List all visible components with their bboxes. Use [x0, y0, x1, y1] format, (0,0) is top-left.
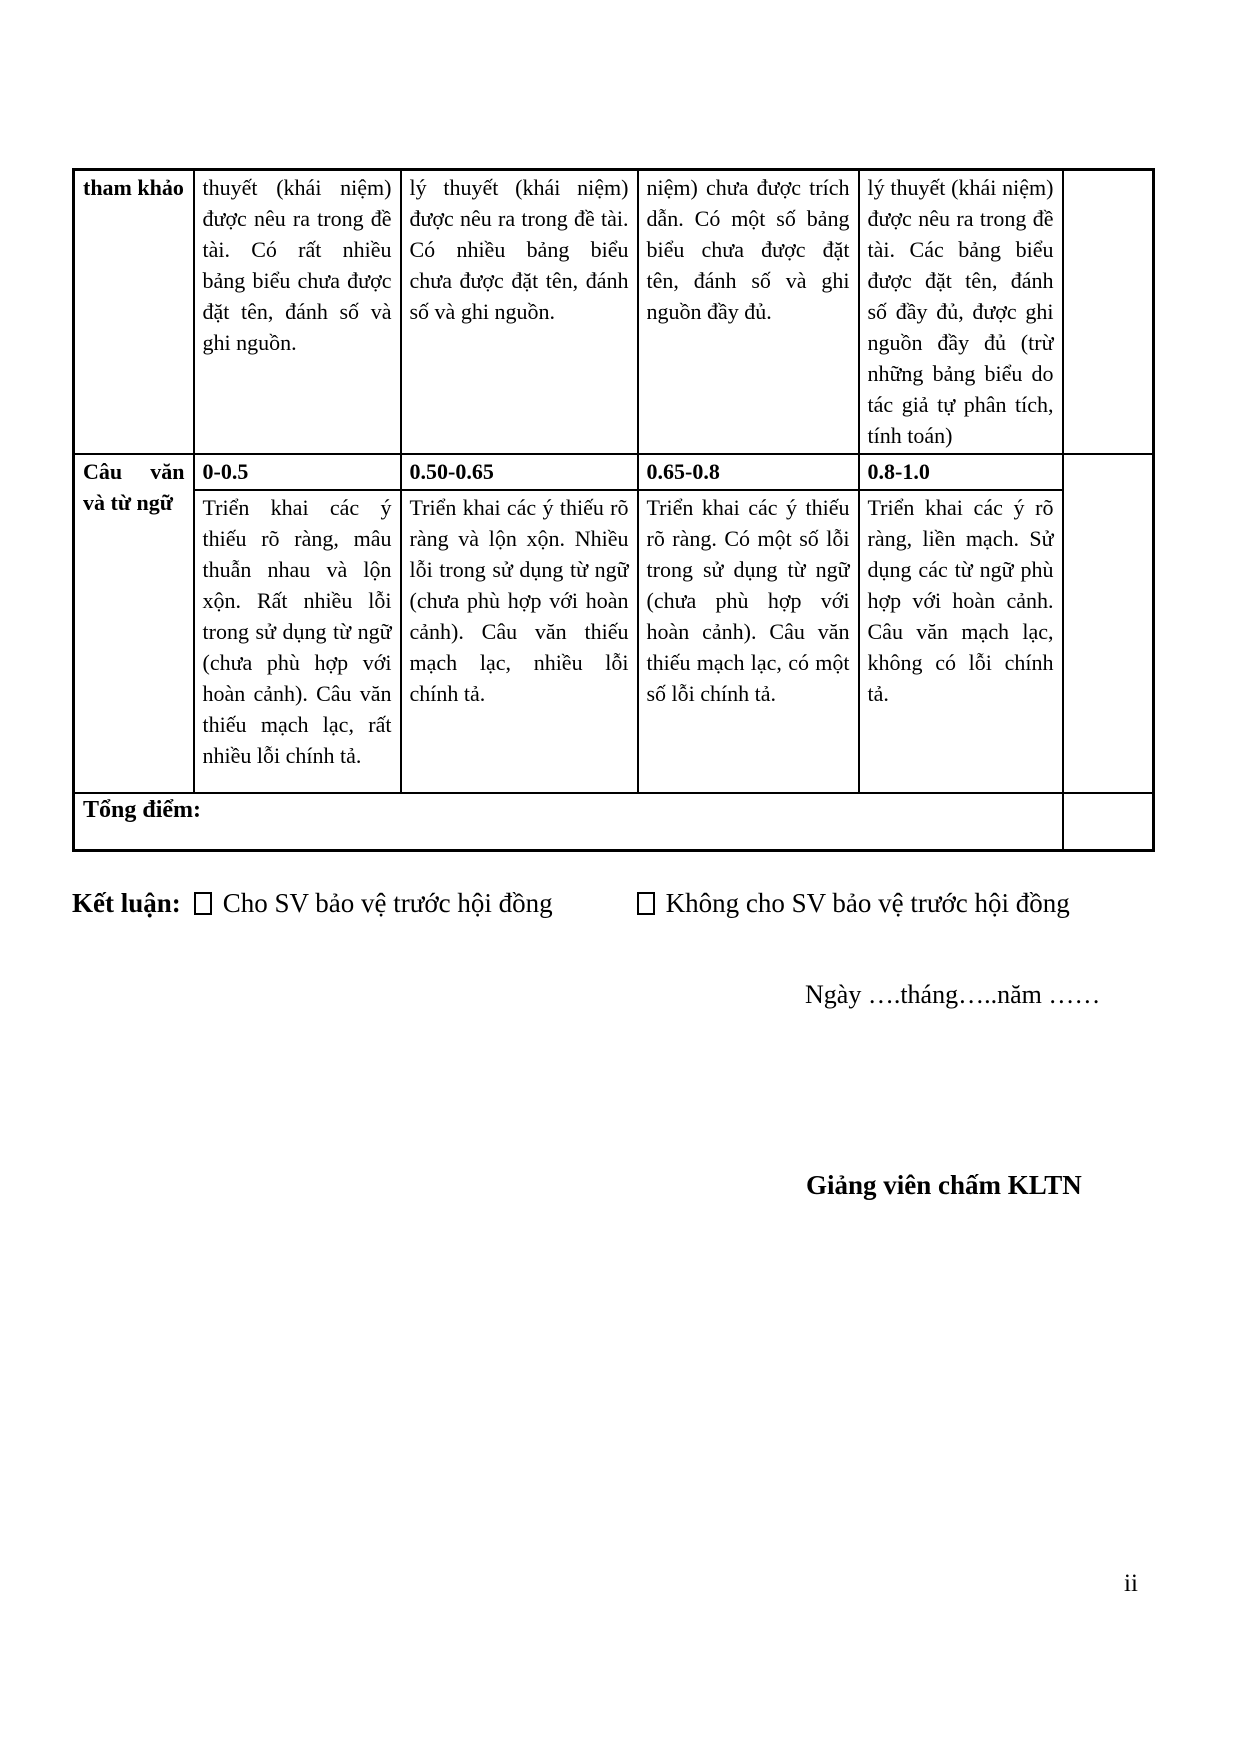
checkbox-allow-defense-icon[interactable]: [194, 892, 212, 915]
score-cell-references: [1063, 170, 1154, 455]
conclusion-label: Kết luận:: [72, 888, 181, 918]
criterion-label-sentences: Câu văn và từ ngữ: [74, 454, 194, 793]
option-allow-defense: [194, 888, 553, 918]
score-range-2: 0.50-0.65: [401, 454, 638, 490]
score-range-1: 0-0.5: [194, 454, 401, 490]
score-range-3: 0.65-0.8: [638, 454, 859, 490]
total-score-label: Tổng điểm:: [74, 793, 1063, 850]
option-deny-defense-label: Không cho SV bảo vệ trước hội đồng: [665, 888, 1070, 918]
rubric-cell-sentences-level2: Triển khai các ý thiếu rõ ràng và lộn xộn. Nhiều lỗi trong sử dụng từ ngữ (chưa phù hợp với hoàn cảnh). Câu văn thiếu mạch lạc, nhiều lỗi chính tả.: [401, 490, 638, 793]
signer-title: Giảng viên chấm KLTN: [806, 1170, 1082, 1200]
grading-rubric-table: [72, 168, 1155, 852]
score-cell-sentences: [1063, 454, 1154, 793]
conclusion-line: [72, 884, 1172, 922]
table-row-references: [74, 170, 1154, 455]
rubric-cell-sentences-level4: Triển khai các ý rõ ràng, liền mạch. Sử dụng các từ ngữ phù hợp với hoàn cảnh. Câu văn mạch lạc, không có lỗi chính tả.: [859, 490, 1063, 793]
date-line: Ngày ….tháng…..năm ……: [805, 980, 1101, 1009]
option-deny-defense: [637, 888, 1070, 918]
table-row-total: [74, 793, 1154, 850]
criterion-label-references: tham khảo: [74, 170, 194, 455]
rubric-cell-references-level1: thuyết (khái niệm) được nêu ra trong đề tài. Có rất nhiều bảng biểu chưa được đặt tên, đánh số và ghi nguồn.: [194, 170, 401, 455]
table-row-sentences: [74, 490, 1154, 793]
rubric-cell-sentences-level3: Triển khai các ý thiếu rõ ràng. Có một số lỗi trong sử dụng từ ngữ (chưa phù hợp với hoàn cảnh). Câu văn thiếu mạch lạc, có một số lỗi chính tả.: [638, 490, 859, 793]
checkbox-deny-defense-icon[interactable]: [637, 892, 655, 915]
option-allow-defense-label: Cho SV bảo vệ trước hội đồng: [222, 888, 553, 918]
total-score-cell: [1063, 793, 1154, 850]
score-range-4: 0.8-1.0: [859, 454, 1063, 490]
rubric-cell-references-level4: lý thuyết (khái niệm) được nêu ra trong đề tài. Các bảng biểu được đặt tên, đánh số đầy đủ, được ghi nguồn đầy đủ (trừ những bảng biểu do tác giả tự phân tích, tính toán): [859, 170, 1063, 455]
rubric-cell-references-level3: niệm) chưa được trích dẫn. Có một số bảng biểu chưa được đặt tên, đánh số và ghi nguồn đầy đủ.: [638, 170, 859, 455]
page-number: ii: [1124, 1570, 1138, 1597]
table-row-score-headers: [74, 454, 1154, 490]
rubric-cell-references-level2: lý thuyết (khái niệm) được nêu ra trong đề tài. Có nhiều bảng biểu chưa được đặt tên, đánh số và ghi nguồn.: [401, 170, 638, 455]
rubric-cell-sentences-level1: Triển khai các ý thiếu rõ ràng, mâu thuẫn nhau và lộn xộn. Rất nhiều lỗi trong sử dụng từ ngữ (chưa phù hợp với hoàn cảnh). Câu văn thiếu mạch lạc, rất nhiều lỗi chính tả.: [194, 490, 401, 793]
